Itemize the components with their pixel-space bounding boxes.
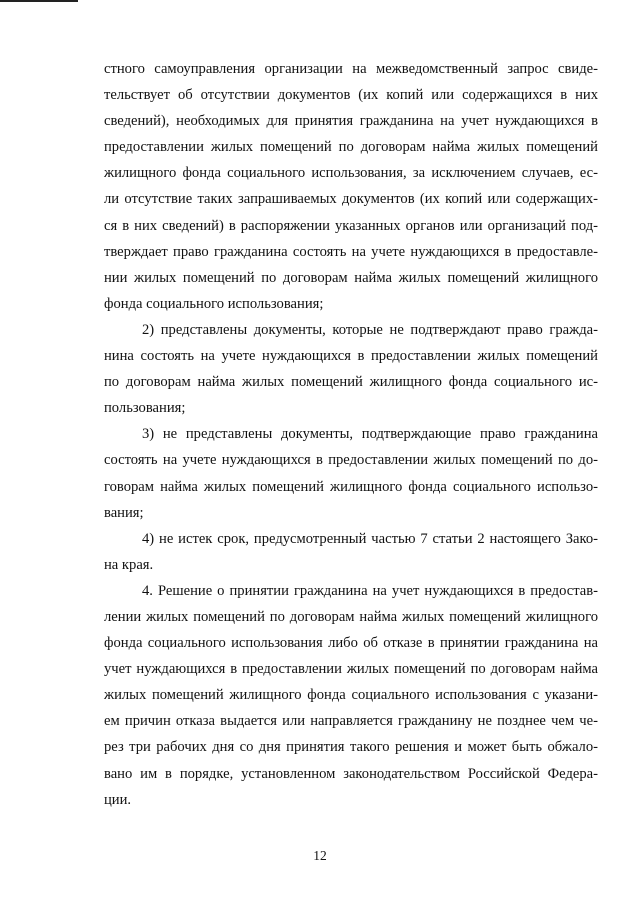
text-line: тельствует об отсутствии документов (их копий или содержащихся в них	[104, 87, 598, 104]
text-line: фонда социального использования;	[104, 295, 324, 312]
text-line: ции.	[104, 791, 132, 808]
text-line: сведений), необходимых для принятия гражданина на учет нуждающихся в	[104, 113, 598, 130]
text-line: лении жилых помещений по договорам найма жилых помещений жилищного	[104, 608, 598, 625]
text-line: жилищного фонда социального использования, за исключением случаев, ес-	[104, 165, 598, 182]
text-line: рез три рабочих дня со дня принятия такого решения и может быть обжало-	[104, 739, 598, 756]
text-line: предоставлении жилых помещений по договорам найма жилых помещений	[104, 139, 598, 156]
scan-edge-mark	[0, 0, 78, 2]
page-number: 12	[313, 848, 327, 863]
text-line: говорам найма жилых помещений жилищного фонда социального использо-	[104, 478, 598, 495]
text-line: пользования;	[104, 400, 186, 417]
text-line: стного самоуправления организации на межведомственный запрос свиде-	[104, 61, 598, 77]
text-line: нии жилых помещений по договорам найма жилых помещений жилищного	[104, 269, 598, 286]
text-line: 4) не истек срок, предусмотренный частью 7 статьи 2 настоящего Зако-	[142, 530, 598, 547]
text-line: ем причин отказа выдается или направляется гражданину не позднее чем че-	[104, 713, 598, 730]
text-line: на края.	[104, 556, 154, 573]
text-line: 3) не представлены документы, подтверждающие право гражданина	[142, 426, 598, 443]
text-line: ся в них сведений) в распоряжении указанных органов или организаций под-	[104, 217, 598, 234]
text-line: 4. Решение о принятии гражданина на учет нуждающихся в предостав-	[142, 582, 598, 599]
text-line: по договорам найма жилых помещений жилищного фонда социального ис-	[104, 374, 598, 391]
text-line: ли отсутствие таких запрашиваемых документов (их копий или содержащих-	[104, 191, 598, 208]
document-body	[104, 56, 598, 813]
text-line: состоять на учете нуждающихся в предоставлении жилых помещений по до-	[104, 452, 598, 469]
text-line: 2) представлены документы, которые не подтверждают право гражда-	[142, 321, 598, 338]
text-line: вания;	[104, 504, 144, 521]
text-line: тверждает право гражданина состоять на учете нуждающихся в предоставле-	[104, 243, 598, 260]
text-line: вано им в порядке, установленном законодательством Российской Федера-	[104, 765, 598, 782]
text-line: учет нуждающихся в предоставлении жилых помещений по договорам найма	[104, 661, 598, 678]
text-line: нина состоять на учете нуждающихся в предоставлении жилых помещений	[104, 348, 598, 365]
text-line: фонда социального использования либо об отказе в принятии гражданина на	[104, 635, 598, 652]
text-line: жилых помещений жилищного фонда социального использования с указани-	[104, 687, 598, 704]
